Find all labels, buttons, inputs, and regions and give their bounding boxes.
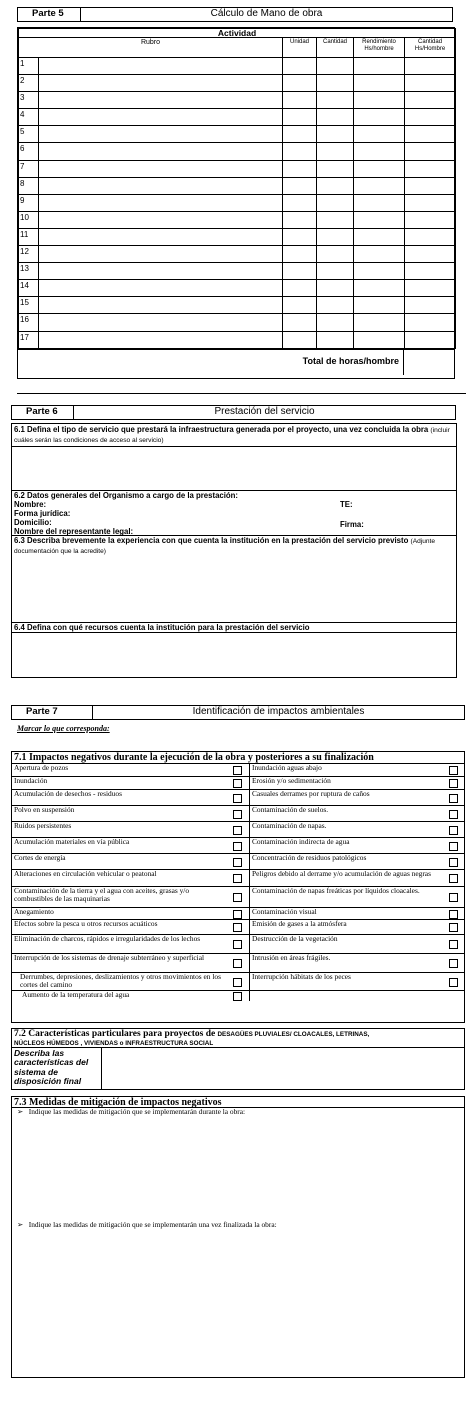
checkbox[interactable] — [449, 858, 458, 867]
section-divider — [17, 393, 466, 394]
s72-box — [11, 1028, 465, 1090]
impact-row — [12, 805, 464, 821]
row-number: 16 — [19, 314, 39, 331]
s73-box — [11, 1096, 465, 1378]
checkbox[interactable] — [233, 874, 242, 883]
impact-row — [12, 853, 464, 869]
s72-title: 7.2 Características particulares para proyectos de DESAGÜES PLUVIALES/ CLOACALES, LETRINAS, NÚCLEOS HÚMEDOS , VIVIENDAS o INFRAESTRUCTURA SOCIAL — [14, 1029, 370, 1047]
table-cell[interactable] — [283, 143, 317, 160]
checkbox[interactable] — [449, 893, 458, 902]
q61-text: 6.1 Defina el tipo de servicio que prestará la infraestructura generada por el proyecto, una vez concluida la obra (incluir cuáles serán las condiciones de acceso al servicio) — [14, 425, 450, 444]
table-cell[interactable] — [283, 75, 317, 92]
impact-label: Ruidos persistentes — [14, 821, 72, 830]
impact-label: Aumento de la temperatura del agua — [22, 990, 130, 999]
nombre-label: Nombre: — [14, 500, 47, 509]
table-cell[interactable] — [283, 177, 317, 194]
impact-label: Concentración de residuos patológicos — [252, 853, 367, 862]
impact-row — [12, 776, 464, 789]
table-row — [19, 246, 456, 263]
bullet1: ➢ Indique las medidas de mitigación que se implementarán durante la obra: — [17, 1107, 246, 1116]
impact-label: Inundación aguas abajo — [252, 763, 322, 772]
impact-row — [12, 990, 464, 1001]
table-cell[interactable] — [405, 297, 456, 314]
table-cell[interactable] — [283, 246, 317, 263]
checkbox[interactable] — [449, 923, 458, 932]
part6-number: Parte 6 — [12, 406, 74, 419]
table-cell[interactable] — [405, 280, 456, 297]
table-cell[interactable] — [354, 246, 405, 263]
domicilio-label: Domicilio: — [14, 518, 52, 527]
table-cell[interactable] — [405, 143, 456, 160]
impact-row — [12, 972, 464, 990]
table-cell[interactable] — [39, 75, 283, 92]
checkbox[interactable] — [449, 779, 458, 788]
checkbox[interactable] — [449, 766, 458, 775]
row-number: 14 — [19, 280, 39, 297]
impact-row — [12, 821, 464, 837]
table-row — [19, 58, 456, 75]
table-cell[interactable] — [317, 297, 354, 314]
impact-label: Interrupción hábitats de los peces — [252, 972, 351, 981]
col-unidad: Unidad — [283, 38, 317, 58]
table-cell[interactable] — [354, 143, 405, 160]
table-cell[interactable] — [39, 331, 283, 348]
checkbox[interactable] — [233, 779, 242, 788]
checkbox[interactable] — [449, 794, 458, 803]
row-number: 3 — [19, 92, 39, 109]
table-cell[interactable] — [39, 160, 283, 177]
table-cell[interactable] — [354, 280, 405, 297]
part7-number: Parte 7 — [12, 706, 93, 719]
checkbox[interactable] — [233, 842, 242, 851]
total-value-field[interactable] — [403, 350, 454, 375]
table-cell[interactable] — [317, 177, 354, 194]
table-cell[interactable] — [354, 160, 405, 177]
table-row — [19, 314, 456, 331]
table-cell[interactable] — [354, 109, 405, 126]
bullet2-answer-field[interactable] — [12, 1231, 464, 1376]
table-cell[interactable] — [39, 228, 283, 245]
table-cell[interactable] — [354, 126, 405, 143]
checkbox[interactable] — [449, 978, 458, 987]
checkbox[interactable] — [449, 874, 458, 883]
part7-title: Identificación de impactos ambientales — [192, 706, 365, 717]
table-row — [19, 228, 456, 245]
s72-label: Describa las características del sistema de disposición final — [14, 1048, 89, 1087]
part5-title: Cálculo de Mano de obra — [210, 8, 323, 19]
part5-number: Parte 5 — [18, 8, 81, 21]
impact-label: Derrumbes, depresiones, deslizamientos y otros movimientos en los cortes del camino — [20, 972, 221, 989]
table-row — [19, 331, 456, 348]
table-row — [19, 177, 456, 194]
part6-box — [11, 423, 457, 678]
row-number: 8 — [19, 177, 39, 194]
table-cell[interactable] — [283, 126, 317, 143]
part5-header — [17, 7, 453, 22]
impact-label: Interrupción de los sistemas de drenaje subterráneo y superficial — [14, 953, 205, 962]
q64-answer-field[interactable] — [12, 633, 456, 677]
table-cell[interactable] — [354, 58, 405, 75]
table-row — [19, 109, 456, 126]
table-row — [19, 263, 456, 280]
table-cell[interactable] — [405, 314, 456, 331]
impact-label: Emisión de gases a la atmósfera — [252, 919, 347, 928]
table-cell[interactable] — [405, 331, 456, 348]
table-cell[interactable] — [283, 228, 317, 245]
row-number: 12 — [19, 246, 39, 263]
table-cell[interactable] — [39, 58, 283, 75]
table-cell[interactable] — [405, 126, 456, 143]
impact-row — [12, 837, 464, 853]
impact-label: Inundación — [14, 776, 48, 785]
checkbox[interactable] — [449, 810, 458, 819]
s72-answer-field[interactable] — [102, 1048, 464, 1089]
part6-header — [11, 405, 456, 420]
col-rubro: Rubro — [19, 38, 283, 58]
table-row — [19, 92, 456, 109]
table-cell[interactable] — [354, 297, 405, 314]
table-cell[interactable] — [405, 109, 456, 126]
bullet2: ➢ Indique las medidas de mitigación que se implementarán una vez finalizada la obra: — [17, 1220, 277, 1229]
impact-label: Contaminación de suelos. — [252, 805, 329, 814]
row-number: 9 — [19, 194, 39, 211]
table-cell[interactable] — [317, 126, 354, 143]
table-cell[interactable] — [317, 92, 354, 109]
impact-row — [12, 869, 464, 886]
table-cell[interactable] — [39, 194, 283, 211]
total-row — [18, 349, 454, 375]
table-cell[interactable] — [39, 314, 283, 331]
table-cell[interactable] — [405, 263, 456, 280]
q63-text: 6.3 Describa brevemente la experiencia con que cuenta la institución en la prestación del servicio previsto (Adjunte documentación que la acredite) — [14, 536, 436, 555]
checkbox[interactable] — [233, 978, 242, 987]
q61-answer-field[interactable] — [12, 447, 456, 490]
impact-row — [12, 934, 464, 953]
table-row — [19, 126, 456, 143]
q63-answer-field[interactable] — [12, 557, 456, 622]
te-label: TE: — [340, 500, 353, 509]
row-number: 5 — [19, 126, 39, 143]
table-cell[interactable] — [405, 194, 456, 211]
instruction-text: Marcar lo que corresponda: — [17, 724, 110, 733]
table-cell[interactable] — [405, 246, 456, 263]
s71-title: 7.1 Impactos negativos durante la ejecución de la obra y posteriores a su finalización — [14, 752, 374, 763]
part7-header — [11, 705, 465, 720]
table-cell[interactable] — [405, 58, 456, 75]
impact-column-divider — [249, 763, 250, 1001]
table-cell[interactable] — [354, 75, 405, 92]
table-cell[interactable] — [283, 58, 317, 75]
table-cell[interactable] — [39, 263, 283, 280]
impact-row — [12, 886, 464, 907]
table-cell[interactable] — [39, 211, 283, 228]
table-cell[interactable] — [283, 160, 317, 177]
impact-row — [12, 907, 464, 919]
impact-row — [12, 919, 464, 934]
impact-label: Acumulación materiales en vía pública — [14, 837, 130, 846]
checkbox[interactable] — [233, 992, 242, 1001]
table-cell[interactable] — [354, 92, 405, 109]
row-number: 2 — [19, 75, 39, 92]
q62-title: 6.2 Datos generales del Organismo a cargo de la prestación: — [14, 491, 239, 500]
table-row — [19, 160, 456, 177]
representante-label: Nombre del representante legal: — [14, 527, 134, 536]
checkbox[interactable] — [449, 826, 458, 835]
impact-row — [12, 953, 464, 972]
table-row — [19, 143, 456, 160]
table-cell[interactable] — [283, 194, 317, 211]
col-rendimiento: Rendimiento Hs/hombre — [354, 38, 405, 58]
impact-label: Contaminación de napas. — [252, 821, 327, 830]
labor-table-box — [17, 27, 455, 379]
impact-label: Efectos sobre la pesca u otros recursos acuáticos — [14, 919, 158, 928]
table-cell[interactable] — [283, 280, 317, 297]
table-cell[interactable] — [39, 109, 283, 126]
row-number: 7 — [19, 160, 39, 177]
labor-table — [18, 28, 456, 349]
table-cell[interactable] — [317, 143, 354, 160]
row-number: 13 — [19, 263, 39, 280]
table-cell[interactable] — [405, 75, 456, 92]
impact-label: Apertura de pozos — [14, 763, 69, 772]
row-number: 11 — [19, 228, 39, 245]
table-cell[interactable] — [405, 160, 456, 177]
row-number: 10 — [19, 211, 39, 228]
table-row — [19, 280, 456, 297]
table-cell[interactable] — [283, 314, 317, 331]
table-cell[interactable] — [39, 92, 283, 109]
checkbox[interactable] — [233, 910, 242, 919]
checkbox[interactable] — [233, 923, 242, 932]
table-cell[interactable] — [405, 177, 456, 194]
col-cantidad: Cantidad — [317, 38, 354, 58]
row-number: 17 — [19, 331, 39, 348]
checkbox[interactable] — [233, 794, 242, 803]
impact-row — [12, 763, 464, 776]
table-cell[interactable] — [283, 263, 317, 280]
impact-label: Anegamiento — [14, 907, 54, 916]
arrow-bullet-icon: ➢ — [17, 1220, 24, 1229]
impact-label: Destrucción de la vegetación — [252, 934, 338, 943]
checkbox[interactable] — [233, 940, 242, 949]
table-cell[interactable] — [354, 194, 405, 211]
table-cell[interactable] — [39, 126, 283, 143]
table-cell[interactable] — [283, 297, 317, 314]
table-cell[interactable] — [354, 228, 405, 245]
part6-title: Prestación del servicio — [214, 406, 315, 417]
impact-grid — [12, 763, 464, 1022]
checkbox[interactable] — [233, 893, 242, 902]
impact-label: Eliminación de charcos, rápidos e irregularidades de los lechos — [14, 934, 201, 943]
table-cell[interactable] — [317, 211, 354, 228]
table-cell[interactable] — [317, 263, 354, 280]
table-cell[interactable] — [39, 177, 283, 194]
impact-label: Intrusión en áreas frágiles. — [252, 953, 331, 962]
table-row — [19, 211, 456, 228]
table-cell[interactable] — [283, 211, 317, 228]
table-cell[interactable] — [317, 58, 354, 75]
impact-label: Polvo en suspensión — [14, 805, 75, 814]
impact-label: Casuales derrames por ruptura de caños — [252, 789, 370, 798]
table-cell[interactable] — [317, 228, 354, 245]
row-number: 1 — [19, 58, 39, 75]
table-cell[interactable] — [317, 160, 354, 177]
table-cell[interactable] — [317, 280, 354, 297]
table-cell[interactable] — [317, 75, 354, 92]
row-number: 15 — [19, 297, 39, 314]
impact-label: Acumulación de desechos - residuos — [14, 789, 122, 798]
table-cell[interactable] — [405, 211, 456, 228]
table-cell[interactable] — [405, 92, 456, 109]
s73-title: 7.3 Medidas de mitigación de impactos negativos — [14, 1097, 222, 1108]
forma-label: Forma jurídica: — [14, 509, 71, 518]
checkbox[interactable] — [233, 810, 242, 819]
table-cell[interactable] — [39, 297, 283, 314]
impact-label: Peligros debido al derrame y/o acumulación de aguas negras — [252, 869, 431, 878]
total-label: Total de horas/hombre — [302, 355, 399, 366]
impact-label: Contaminación de napas freáticas por líquidos cloacales. — [252, 886, 420, 895]
table-cell[interactable] — [39, 143, 283, 160]
impact-label: Cortes de energía — [14, 853, 66, 862]
impact-label: Alteraciones en circulación vehicular o peatonal — [14, 869, 157, 878]
checkbox[interactable] — [449, 959, 458, 968]
table-cell[interactable] — [317, 194, 354, 211]
bullet1-answer-field[interactable] — [12, 1117, 464, 1215]
table-cell[interactable] — [317, 246, 354, 263]
impact-label: Contaminación indirecta de agua — [252, 837, 350, 846]
table-cell[interactable] — [354, 211, 405, 228]
row-number: 4 — [19, 109, 39, 126]
impact-label: Contaminación visual — [252, 907, 317, 916]
table-cell[interactable] — [317, 109, 354, 126]
table-cell[interactable] — [317, 314, 354, 331]
table-row — [19, 194, 456, 211]
arrow-bullet-icon: ➢ — [17, 1107, 24, 1116]
table-row — [19, 75, 456, 92]
checkbox[interactable] — [449, 910, 458, 919]
table-row — [19, 297, 456, 314]
table-cell[interactable] — [283, 109, 317, 126]
checkbox[interactable] — [449, 842, 458, 851]
table-cell[interactable] — [354, 177, 405, 194]
col-cantidad-hs: Cantidad Hs/Hombre — [405, 38, 456, 58]
table-cell[interactable] — [39, 246, 283, 263]
table-cell[interactable] — [354, 331, 405, 348]
table-cell[interactable] — [354, 263, 405, 280]
firma-label: Firma: — [340, 520, 364, 529]
checkbox[interactable] — [449, 940, 458, 949]
q64-text: 6.4 Defina con qué recursos cuenta la institución para la prestación del servicio — [14, 623, 310, 632]
s71-box — [11, 751, 465, 1023]
checkbox[interactable] — [233, 766, 242, 775]
impact-row — [12, 789, 464, 805]
activity-header: Actividad — [19, 29, 456, 38]
table-cell[interactable] — [39, 280, 283, 297]
checkbox[interactable] — [233, 858, 242, 867]
table-cell[interactable] — [283, 331, 317, 348]
impact-label: Contaminación de la tierra y el agua con aceites, grasas y/o combustibles de las maquinarias — [14, 886, 190, 903]
table-cell[interactable] — [354, 314, 405, 331]
table-cell[interactable] — [405, 228, 456, 245]
table-cell[interactable] — [283, 92, 317, 109]
row-number: 6 — [19, 143, 39, 160]
checkbox[interactable] — [233, 826, 242, 835]
table-cell[interactable] — [317, 331, 354, 348]
checkbox[interactable] — [233, 959, 242, 968]
impact-label: Erosión y/o sedimentación — [252, 776, 331, 785]
